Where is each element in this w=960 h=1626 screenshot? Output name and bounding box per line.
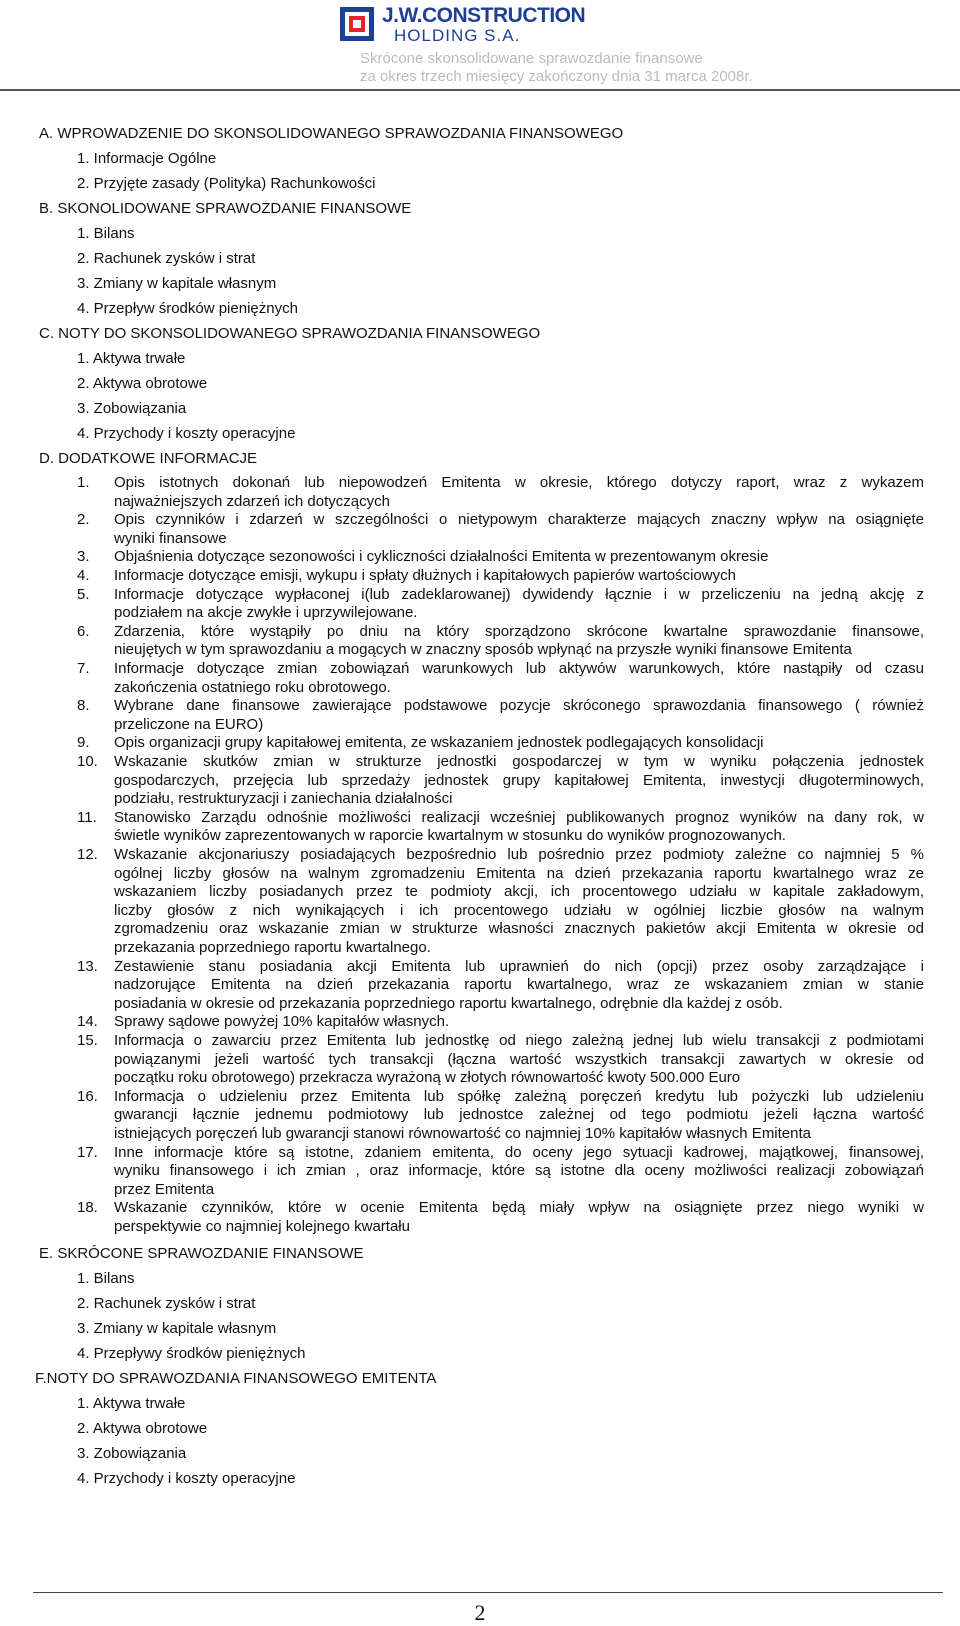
toc-item: 1. Bilans bbox=[77, 1270, 135, 1287]
toc-item: 1. Informacje Ogólne bbox=[77, 150, 217, 167]
toc-item: 2. Przyjęte zasady (Polityka) Rachunkowości bbox=[77, 175, 376, 192]
toc-item-text: zgromadzeniu oraz wskazanie zmian w strukturze własności znacznych pakietów akcji Emitenta w okresie od bbox=[114, 920, 924, 938]
toc-item-number: 4. bbox=[77, 567, 90, 584]
toc-item-number: 6. bbox=[77, 622, 90, 640]
toc-item-text: podziałem na akcje zwykłe i uprzywilejowane. bbox=[114, 604, 418, 622]
toc-item: 3. Zobowiązania bbox=[77, 1445, 187, 1462]
header-period: za okres trzech miesięcy zakończony dnia 31 marca 2008r. bbox=[360, 68, 753, 85]
toc-item-number: 11. bbox=[77, 808, 97, 826]
toc-item: 4. Przepływ środków pieniężnych bbox=[77, 300, 298, 317]
toc-item-text: nadzorujące Emitenta na dzień przekazania raportu kwartalnego, wraz ze wskazaniem zmian w stanie bbox=[114, 976, 924, 994]
toc-item-number: 3. bbox=[77, 548, 90, 566]
header-subtitle: Skrócone skonsolidowane sprawozdanie finansowe bbox=[360, 50, 703, 67]
toc-item-text: ogólnej liczby głosów na walnym zgromadzeniu Emitenta na dzień przekazania raportu kwartalnego wraz ze bbox=[114, 864, 924, 882]
toc-item-number: 10. bbox=[77, 753, 98, 770]
toc-item-text: początku roku obrotowego) przekracza wyrażoną w złotych równowartość kwoty 500.000 Euro bbox=[114, 1069, 741, 1087]
toc-item-text: zakończenia ostatniego roku obrotowego. bbox=[114, 678, 391, 696]
toc-item-text: Zestawienie stanu posiadania akcji Emitenta lub uprawnień do nich (opcji) przez osoby zarządzające i bbox=[114, 957, 924, 975]
toc-item: 1. Aktywa trwałe bbox=[77, 350, 186, 367]
toc-item: 1. Bilans bbox=[77, 225, 135, 242]
toc-item-text: nieujętych w tym sprawozdaniu a mogących w znaczny sposób wpłynąć na przyszłe wyniki finansowe Emitenta bbox=[114, 641, 852, 659]
section-a-title: A. WPROWADZENIE DO SKONSOLIDOWANEGO SPRAWOZDANIA FINANSOWEGO bbox=[39, 125, 624, 142]
toc-item-number: 18. bbox=[77, 1199, 98, 1217]
toc-item: 3. Zmiany w kapitale własnym bbox=[77, 1320, 277, 1337]
toc-item-number: 1. bbox=[77, 474, 90, 491]
toc-item-text: Informacje dotyczące wypłaconej i(lub zadeklarowanej) dywidendy łącznie i w przeliczeniu na jedną akcję z bbox=[114, 585, 924, 603]
toc-item-text: Wskazanie skutków zmian w strukturze jednostki gospodarczej w tym w wyniku połączenia jednostek bbox=[114, 753, 924, 770]
toc-item-number: 17. bbox=[77, 1143, 98, 1161]
section-f-title: F.NOTY DO SPRAWOZDANIA FINANSOWEGO EMITENTA bbox=[35, 1370, 437, 1387]
toc-item-text: powiązanymi jeżeli wartość tych transakcji (łączna wartość wszystkich transakcji zawartych w okresie od bbox=[114, 1050, 924, 1068]
header-divider bbox=[0, 89, 960, 91]
toc-item-number: 7. bbox=[77, 660, 90, 677]
toc-item-text: Sprawy sądowe powyżej 10% kapitałów własnych. bbox=[114, 1013, 450, 1031]
toc-item-number: 8. bbox=[77, 697, 90, 715]
section-b-title: B. SKONOLIDOWANE SPRAWOZDANIE FINANSOWE bbox=[39, 200, 412, 217]
toc-item-text: najważniejszych zdarzeń ich dotyczących bbox=[114, 492, 390, 510]
toc-item-number: 9. bbox=[77, 734, 90, 752]
toc-item-number: 12. bbox=[77, 846, 98, 863]
toc-item-number: 15. bbox=[77, 1032, 98, 1049]
logo-holding-name: HOLDING S.A. bbox=[394, 26, 521, 45]
toc-item-text: Wskazanie czynników, które w ocenie Emitenta będą miały wpływ na osiągnięte przez niego wyniki w bbox=[114, 1199, 924, 1217]
toc-item-text: Informacja o udzieleniu przez Emitenta lub spółkę zależną poręczeń kredytu lub pożyczki lub udzieleniu bbox=[114, 1087, 924, 1105]
toc-item-text: wyniki finansowe bbox=[114, 529, 227, 547]
toc-item-text: przez Emitenta bbox=[114, 1180, 215, 1198]
footer-divider bbox=[33, 1592, 943, 1593]
page-header bbox=[0, 0, 960, 95]
toc-item-number: 13. bbox=[77, 957, 98, 975]
toc-item-number: 2. bbox=[77, 511, 90, 529]
toc-item-text: posiadania w okresie od przekazania poprzedniego raportu kwartalnego, odrębnie dla każdej z osób. bbox=[114, 994, 783, 1012]
toc-item: 1. Aktywa trwałe bbox=[77, 1395, 186, 1412]
toc-item-number: 5. bbox=[77, 585, 90, 603]
toc-item-number: 14. bbox=[77, 1013, 98, 1031]
toc-item-text: wskazaniem liczby posiadanych przez te podmioty akcji, ich procentowego udziału w kapitale zakładowym, bbox=[114, 883, 924, 901]
toc-item: 4. Przepływy środków pieniężnych bbox=[77, 1345, 306, 1362]
toc-item: 4. Przychody i koszty operacyjne bbox=[77, 425, 296, 442]
toc-item: 2. Aktywa obrotowe bbox=[77, 375, 208, 392]
toc-item-text: przekazania poprzedniego raportu kwartalnego. bbox=[114, 939, 431, 956]
section-e-title: E. SKRÓCONE SPRAWOZDANIE FINANSOWE bbox=[39, 1245, 364, 1262]
toc-item-text: świetle wyników zaprezentowanych w raporcie kwartalnym w stosunku do wyników prognozowanych. bbox=[114, 827, 786, 845]
toc-item: 3. Zmiany w kapitale własnym bbox=[77, 275, 277, 292]
toc-item-text: Zdarzenia, które wystąpiły po dniu na który sporządzono skrócone kwartalne sprawozdanie finansowe, bbox=[114, 622, 924, 640]
logo-square-icon bbox=[340, 7, 374, 41]
toc-item-text: Opis organizacji grupy kapitałowej emitenta, ze wskazaniem jednostek podlegających konsolidacji bbox=[114, 734, 764, 752]
section-d-title: D. DODATKOWE INFORMACJE bbox=[39, 450, 258, 467]
toc-item-text: wyniku finansowego i ich zmian , oraz informacje, które są istotne dla oceny możliwości realizacji zobowiązań bbox=[114, 1162, 924, 1180]
section-c-title: C. NOTY DO SKONSOLIDOWANEGO SPRAWOZDANIA FINANSOWEGO bbox=[39, 325, 541, 342]
toc-item-text: Wybrane dane finansowe zawierające podstawowe pozycje skróconego sprawozdania finansowego ( również bbox=[114, 697, 924, 715]
toc-item-text: liczby głosów z nich wynikających i ich procentowego udziału w ogólniej liczbie głosów na walnym bbox=[114, 901, 924, 919]
company-logo bbox=[340, 4, 700, 47]
toc-item-text: Opis istotnych dokonań lub niepowodzeń Emitenta w okresie, którego dotyczy raport, wraz z wykazem bbox=[114, 474, 924, 491]
toc-item-text: Informacje dotyczące zmian zobowiązań warunkowych lub aktywów warunkowych, które nastąpiły od czasu bbox=[114, 660, 924, 677]
toc-item-number: 16. bbox=[77, 1087, 98, 1105]
logo-company-name: J.W.CONSTRUCTION bbox=[382, 4, 586, 27]
toc-item-text: przeliczone na EURO) bbox=[114, 715, 264, 733]
toc-item: 4. Przychody i koszty operacyjne bbox=[77, 1470, 296, 1487]
logo-text bbox=[382, 5, 585, 44]
toc-item-text: istniejących poręczeń lub gwarancji stanowi równowartość co najmniej 10% kapitałów własnych Emitenta bbox=[114, 1125, 812, 1142]
toc-item-text: Stanowisko Zarządu odnośnie możliwości realizacji wcześniej publikowanych prognoz wyników na dany rok, w bbox=[114, 808, 924, 826]
toc-item-text: podziału, restrukturyzacji i zaniechania działalności bbox=[114, 790, 453, 808]
toc-item: 2. Aktywa obrotowe bbox=[77, 1420, 208, 1437]
toc-item-text: perspektywie co najmniej kolejnego kwartału bbox=[114, 1218, 410, 1235]
toc-item: 2. Rachunek zysków i strat bbox=[77, 1295, 256, 1312]
toc-item-text: Opis czynników i zdarzeń w szczególności o nietypowym charakterze mających znaczny wpływ na osiągnięte bbox=[114, 511, 924, 529]
toc-item: 2. Rachunek zysków i strat bbox=[77, 250, 256, 267]
toc-item-text: Informacja o zawarciu przez Emitenta lub jednostkę od niego zależną jednej lub wielu transakcji z podmiotami bbox=[114, 1032, 924, 1049]
toc-item-text: Wskazanie akcjonariuszy posiadających bezpośrednio lub pośrednio przez podmioty zależne co najmniej 5 % bbox=[114, 846, 924, 863]
page-number: 2 bbox=[474, 1600, 486, 1625]
toc-item-text: Informacje dotyczące emisji, wykupu i spłaty dłużnych i kapitałowych papierów wartościowych bbox=[114, 567, 736, 584]
toc-item-text: Objaśnienia dotyczące sezonowości i cykliczności działalności Emitenta w prezentowanym okresie bbox=[114, 548, 769, 566]
toc-item-text: gospodarczych, przejęcia lub sprzedaży jednostek grupy kapitałowej Emitenta, inwestycji długoterminowych, bbox=[114, 771, 924, 789]
toc-item: 3. Zobowiązania bbox=[77, 400, 187, 417]
toc-item-text: Inne informacje które są istotne, zdaniem emitenta, do oceny jego sytuacji kadrowej, majątkowej, finansowej, bbox=[114, 1143, 924, 1161]
toc-item-text: gwarancji łącznie jednemu podmiotowy lub jednostce zależnej od tego podmiotu jeżeli łączna wartość bbox=[114, 1106, 924, 1124]
